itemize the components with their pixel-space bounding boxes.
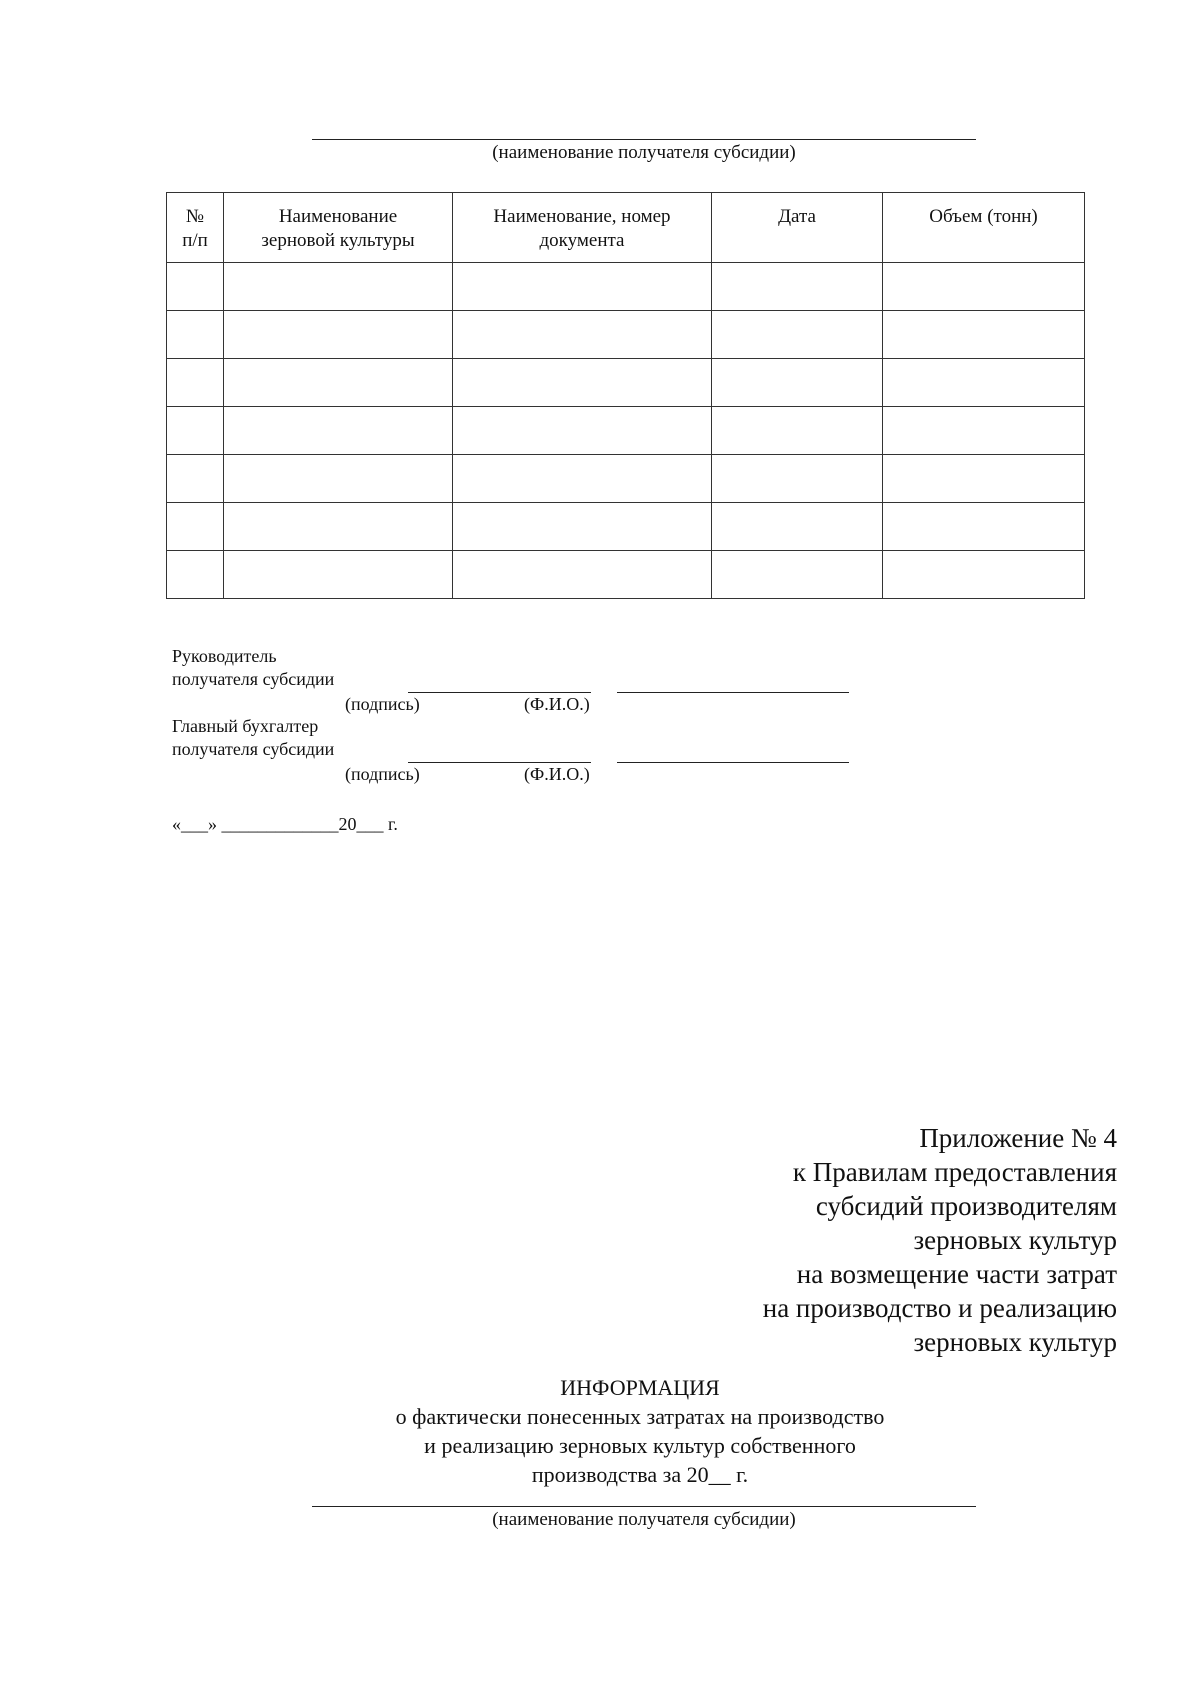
appendix-header [597, 1121, 1117, 1359]
info-title [300, 1373, 980, 1489]
accountant-name-hint: (Ф.И.О.) [524, 764, 590, 784]
appendix-line: на возмещение части затрат [796, 1259, 1117, 1289]
table-row [167, 407, 1085, 455]
info-line: о фактически понесенных затратах на производство [395, 1404, 885, 1429]
grain-volume-table [166, 192, 1085, 599]
info-line: и реализацию зерновых культур собственного [424, 1433, 856, 1458]
head-signature-line [408, 692, 591, 693]
accountant-name-line [617, 762, 849, 763]
table-header-row [167, 193, 1085, 263]
appendix-line: к Правилам предоставления [792, 1157, 1117, 1187]
info-heading: ИНФОРМАЦИЯ [560, 1375, 720, 1400]
info-line: производства за 20__ г. [531, 1462, 749, 1487]
accountant-signature-line [408, 762, 591, 763]
col-header-crop: Наименование зерновой культуры [224, 193, 453, 263]
recipient-name-line-bottom [312, 1506, 976, 1507]
table-row [167, 455, 1085, 503]
head-signature-hint: (подпись) [345, 694, 420, 714]
recipient-caption: (наименование получателя субсидии) [492, 142, 796, 163]
date-line: «___» _____________20___ г. [172, 814, 398, 834]
table-row [167, 311, 1085, 359]
head-label: Руководитель получателя субсидии [172, 646, 335, 689]
appendix-line: зерновых культур [913, 1225, 1117, 1255]
accountant-label: Главный бухгалтер получателя субсидии [172, 716, 335, 759]
recipient-caption-bottom: (наименование получателя субсидии) [492, 1509, 796, 1530]
col-header-document: Наименование, номер документа [453, 193, 712, 263]
appendix-line: Приложение № 4 [919, 1123, 1117, 1153]
table-row [167, 263, 1085, 311]
accountant-signature-hint: (подпись) [345, 764, 420, 784]
table-row [167, 503, 1085, 551]
appendix-line: субсидий производителям [815, 1191, 1117, 1221]
col-header-date: Дата [712, 193, 883, 263]
table-row [167, 551, 1085, 599]
col-header-volume: Объем (тонн) [883, 193, 1085, 263]
head-name-line [617, 692, 849, 693]
col-header-number: № п/п [167, 193, 224, 263]
head-name-hint: (Ф.И.О.) [524, 694, 590, 714]
table-row [167, 359, 1085, 407]
appendix-line: на производство и реализацию [762, 1293, 1117, 1323]
appendix-line: зерновых культур [913, 1327, 1117, 1357]
recipient-name-line [312, 139, 976, 140]
